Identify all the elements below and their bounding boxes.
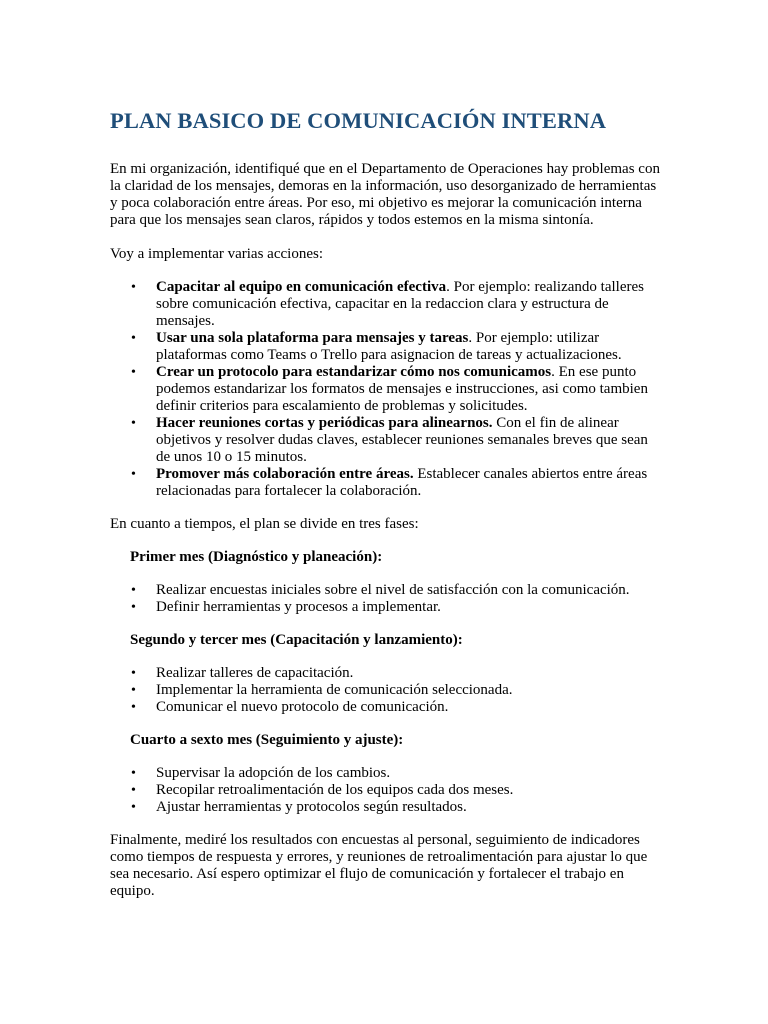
phase-title [130,549,660,566]
list-item [131,466,660,500]
bullet-icon: • [131,583,136,598]
phase-title-suffix: : [398,732,404,748]
bullet-icon: • [131,683,136,698]
list-item [131,682,660,699]
action-text: . Por ejemplo: realizando talleres sobre comunicación efectiva, capacitar en la redaccion clara y estructura de mensajes. [156,279,644,329]
phase-item-text: Realizar talleres de capacitación. [156,665,354,681]
phase-title [130,632,660,649]
phase-item-text: Recopilar retroalimentación de los equipos cada dos meses. [156,782,514,798]
list-item [131,665,660,682]
list-item [131,782,660,799]
bullet-icon: • [131,766,136,781]
action-bold: Hacer reuniones cortas y periódicas para alinearnos. [156,415,493,431]
intro-paragraph: En mi organización, identifiqué que en el Departamento de Operaciones hay problemas con la claridad de los mensajes, demoras en la información, uso desorganizado de herramientas y poca colaboración entre áreas. Por eso, mi objetivo es mejorar la comunicación interna para que los mensajes sean claros, rápidos y todos estemos en la misma sintonía. [110,161,660,228]
bullet-icon: • [131,783,136,798]
action-text: . En ese punto podemos estandarizar los formatos de mensajes e instrucciones, asi como tambien definir criterios para escalamiento de problemas y solicitudes. [156,364,648,414]
list-item [131,765,660,782]
action-bold: Crear un protocolo para estandarizar cómo nos comunicamos [156,364,552,380]
actions-list [110,279,660,500]
list-item [131,415,660,466]
list-item [131,582,660,599]
list-item [131,279,660,330]
action-text: . Por ejemplo: utilizar plataformas como Teams o Trello para asignacion de tareas y actualizaciones. [156,330,622,363]
phase-list [110,582,660,616]
phase-item-text: Ajustar herramientas y protocolos según resultados. [156,799,467,815]
closing-paragraph: Finalmente, mediré los resultados con encuestas al personal, seguimiento de indicadores como tiempos de respuesta y errores, y reuniones de retroalimentación para ajustar lo que sea necesario. Así espero optimizar el flujo de comunicación y fortalecer el trabajo en equipo. [110,832,648,899]
phase-list [110,665,660,716]
phase-title-suffix: : [457,632,463,648]
phase-title-text: Cuarto a sexto mes (Seguimiento y ajuste) [130,732,399,748]
action-text: Con el fin de alinear objetivos y resolver dudas claves, establecer reuniones semanales breves que sean de unos 10 o 15 minutos. [156,415,648,465]
phase-item-text: Realizar encuestas iniciales sobre el nivel de satisfacción con la comunicación. [156,582,630,598]
phase-list [110,765,660,816]
bullet-icon: • [131,280,136,295]
bullet-icon: • [131,700,136,715]
phase-title-text: Primer mes (Diagnóstico y planeación) [130,549,378,565]
document-title: PLAN BASICO DE COMUNICACIÓN INTERNA [110,108,607,133]
phases-lead: En cuanto a tiempos, el plan se divide en tres fases: [110,516,419,532]
phase-title [130,732,660,749]
phase-item-text: Definir herramientas y procesos a implementar. [156,599,441,615]
actions-lead: Voy a implementar varias acciones: [110,246,323,262]
action-text: Establecer canales abiertos entre áreas relacionadas para fortalecer la colaboración. [156,466,648,499]
phase-item-text: Supervisar la adopción de los cambios. [156,765,391,781]
list-item [131,799,660,816]
bullet-icon: • [131,365,136,380]
action-bold: Capacitar al equipo en comunicación efectiva [156,279,447,295]
list-item [131,330,660,364]
list-item [131,599,660,616]
list-item [131,699,660,716]
bullet-icon: • [131,416,136,431]
phase-item-text: Implementar la herramienta de comunicación seleccionada. [156,682,513,698]
bullet-icon: • [131,800,136,815]
bullet-icon: • [131,666,136,681]
phase-title-text: Segundo y tercer mes (Capacitación y lanzamiento) [130,632,458,648]
phase-item-text: Comunicar el nuevo protocolo de comunicación. [156,699,449,715]
action-bold: Promover más colaboración entre áreas. [156,466,414,482]
phase-title-suffix: : [377,549,383,565]
bullet-icon: • [131,331,136,346]
bullet-icon: • [131,467,136,482]
list-item [131,364,660,415]
action-bold: Usar una sola plataforma para mensajes y tareas [156,330,469,346]
bullet-icon: • [131,600,136,615]
